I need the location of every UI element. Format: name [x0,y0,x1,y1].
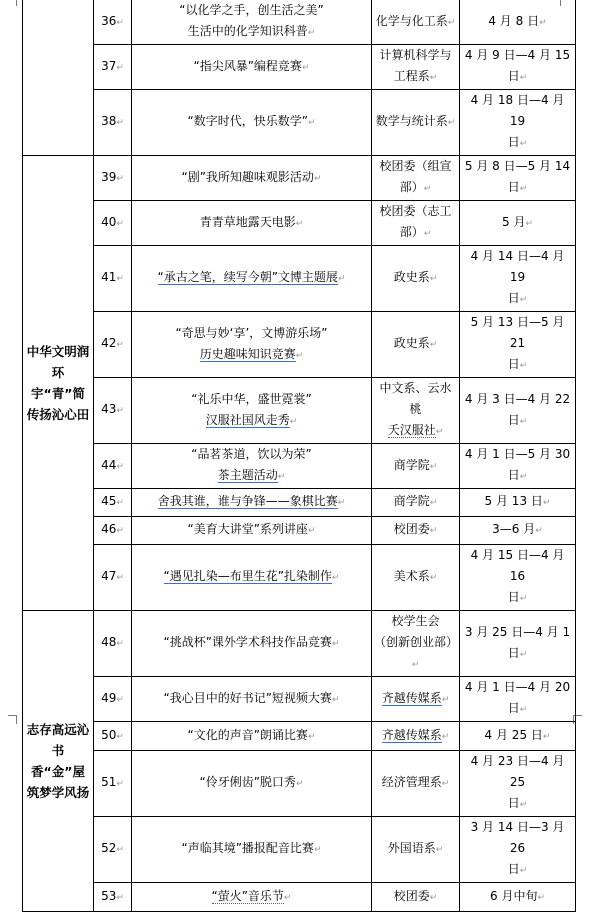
row-number: 49 [101,690,117,705]
cell-line: 生活中的化学知识科普 [187,24,308,38]
paragraph-mark: ↵ [295,218,304,229]
row-number: 47 [101,569,117,583]
time-cell [460,751,576,817]
cell-line: “礼乐中华，盛世霓裳” [191,391,312,406]
row-number-cell [94,517,132,545]
cell-line: “美育大讲堂”系列讲座 [187,522,308,536]
activity-name-cell [132,378,372,444]
paragraph-mark: ↵ [539,17,547,28]
cell-line: 计算机科学与 [379,48,452,62]
paragraph-mark: ↵ [429,340,438,350]
table-row [23,677,576,722]
cell-line: 部） [399,225,424,239]
cell-line: “文化的声音”朗诵比赛 [187,727,308,742]
cell-line: 4 月 9 日—4 月 15 日 [464,48,571,83]
row-number: 36 [101,13,117,28]
paragraph-mark: ↵ [116,406,124,416]
time-cell [460,883,576,912]
paragraph-mark: ↵ [519,184,528,194]
cell-line: 政史系 [393,336,430,350]
table-row [23,545,576,611]
row-number: 51 [101,775,117,789]
organizer-cell [372,722,460,751]
paragraph-mark: ↵ [519,705,528,715]
activity-name-cell [132,201,372,246]
table-row [23,0,576,45]
activity-name-cell [132,0,372,45]
cell-line: 化学与化工系 [375,13,448,28]
cell-line: “指尖风暴”编程竞赛 [193,58,302,73]
time-cell [460,817,576,883]
cell-line: 校团委（组宣 [379,159,452,173]
cell-line: 历史趣味知识竞赛 [199,346,296,361]
paragraph-mark: ↵ [441,779,450,789]
table-row [23,883,576,912]
paragraph-mark: ↵ [295,350,304,361]
table-row [23,751,576,817]
table-row [23,156,576,201]
cell-line: 4 月 3 日—4 月 22 日 [464,391,571,427]
paragraph-mark: ↵ [441,694,450,705]
paragraph-mark: ↵ [435,427,444,437]
category-label: 中华文明润环宇“青”简传扬沁心田 [26,344,90,422]
paragraph-mark: ↵ [542,498,551,508]
cell-line: 政史系 [393,270,430,284]
time-cell [460,677,576,722]
table-row [23,722,576,751]
paragraph-mark: ↵ [116,274,124,284]
paragraph-mark: ↵ [429,73,438,83]
row-number: 40 [101,214,117,229]
paragraph-mark: ↵ [429,892,438,903]
paragraph-mark: ↵ [337,498,346,508]
cell-line: 日 [507,291,520,305]
time-cell [460,444,576,489]
paragraph-mark: ↵ [331,694,340,705]
activity-name-cell [132,817,372,883]
paragraph-mark: ↵ [116,340,124,350]
paragraph-mark: ↵ [411,660,420,670]
table-row [23,378,576,444]
cell-line: 4 月 14 日—4 月 19 [470,249,565,284]
cell-line: 日 [507,135,520,149]
cell-line: 校团委 [393,522,430,536]
cell-line: 日 [507,590,520,604]
organizer-cell [372,201,460,246]
table-row [23,817,576,883]
cell-line: 日 [507,357,520,371]
row-number: 45 [101,494,117,508]
cell-line: “萤火”音乐节 [211,888,284,903]
activity-name-cell [132,611,372,677]
activity-name-cell [132,883,372,912]
cell-line: “挑战杯”课外学术科技作品竞赛 [163,635,332,649]
cell-line: 4 月 25 日 [484,727,543,742]
activity-name-cell [132,246,372,312]
table-row [23,517,576,545]
paragraph-mark: ↵ [441,731,450,742]
organizer-cell [372,883,460,912]
table-row [23,45,576,90]
paragraph-mark: ↵ [307,731,316,742]
cell-line: 3 月 14 日—3 月 26 [470,820,565,855]
page-corner-mark [8,715,17,724]
organizer-cell [372,489,460,517]
row-number-cell [94,0,132,45]
cell-line: “我心目中的好书记”短视频大赛 [163,690,332,705]
paragraph-mark: ↵ [301,62,310,73]
cell-line: 舍我其谁，谁与争锋——象棋比赛 [157,494,338,508]
paragraph-mark: ↵ [283,892,292,903]
paragraph-mark: ↵ [295,779,304,789]
paragraph-mark: ↵ [519,472,528,482]
paragraph-mark: ↵ [116,694,124,705]
activity-name-cell [132,677,372,722]
category-cell [23,156,94,611]
table-row [23,312,576,378]
category-cell [23,0,94,156]
paragraph-mark: ↵ [307,28,316,38]
paragraph-mark: ↵ [519,594,528,604]
table-row [23,246,576,312]
organizer-cell [372,611,460,677]
time-cell [460,0,576,45]
time-cell [460,378,576,444]
paragraph-mark: ↵ [116,461,124,472]
row-number: 52 [101,841,117,855]
row-number-cell [94,751,132,817]
cell-line: 外国语系 [387,841,436,855]
row-number-cell [94,677,132,722]
row-number-cell [94,489,132,517]
time-cell [460,312,576,378]
row-number-cell [94,312,132,378]
paragraph-mark: ↵ [116,218,124,229]
table-row [23,611,576,677]
paragraph-mark: ↵ [337,274,346,284]
row-number-cell [94,156,132,201]
category-label: 志存高远沁书香“金”屋筑梦学风扬 [26,722,90,800]
paragraph-mark: ↵ [535,526,543,536]
paragraph-mark: ↵ [307,526,316,536]
cell-line: 5 月 13 日—5 月 21 [470,315,565,350]
organizer-cell [372,312,460,378]
paragraph-mark: ↵ [447,118,456,128]
cell-line: “伶牙俐齿”脱口秀 [199,775,296,789]
cell-line: 校团委 [393,888,430,903]
cell-line: 5 月 13 日 [484,494,543,508]
paragraph-mark: ↵ [289,416,298,427]
cell-line: 校学生会 [391,614,440,628]
activity-name-cell [132,312,372,378]
row-number: 37 [101,58,117,73]
row-number: 46 [101,522,117,536]
organizer-cell [372,378,460,444]
time-cell [460,90,576,156]
cell-line: （创新创业部） [374,635,459,649]
cell-line: 4 月 15 日—4 月 16 [470,548,565,583]
cell-line: 日 [507,862,520,876]
time-cell [460,45,576,90]
cell-line: 4 月 1 日—5 月 30 日 [464,447,571,482]
row-number: 42 [101,336,117,350]
activity-name-cell [132,444,372,489]
cell-line: 3—6 月 [492,522,536,536]
page-corner-mark [8,0,17,6]
paragraph-mark: ↵ [525,218,533,229]
paragraph-mark: ↵ [313,173,322,184]
row-number: 38 [101,114,117,128]
cell-line: 4 月 23 日—4 月 25 [470,754,565,789]
paragraph-mark: ↵ [519,649,528,660]
row-number-cell [94,883,132,912]
cell-line: 部） [399,180,424,194]
paragraph-mark: ↵ [429,573,438,583]
cell-line: 5 月 [502,214,526,229]
activity-name-cell [132,751,372,817]
paragraph-mark: ↵ [116,639,124,649]
paragraph-mark: ↵ [519,361,528,371]
cell-line: 齐越传媒系 [381,727,442,742]
cell-line: 6 月中旬 [490,888,538,903]
row-number: 48 [101,635,117,649]
activity-name-cell [132,517,372,545]
paragraph-mark: ↵ [423,229,432,239]
cell-line: 商学院 [393,457,430,472]
paragraph-mark: ↵ [331,573,340,583]
organizer-cell [372,156,460,201]
organizer-cell [372,90,460,156]
table-row [23,201,576,246]
time-cell [460,545,576,611]
paragraph-mark: ↵ [116,573,124,583]
paragraph-mark: ↵ [429,498,438,508]
paragraph-mark: ↵ [116,892,124,903]
paragraph-mark: ↵ [429,274,438,284]
paragraph-mark: ↵ [116,845,124,855]
paragraph-mark: ↵ [519,416,528,427]
cell-line: 夭汉服社 [387,423,436,437]
row-number-cell [94,722,132,751]
time-cell [460,156,576,201]
row-number: 39 [101,169,117,184]
organizer-cell [372,45,460,90]
cell-line: “奇思与妙‘享’，文博游乐场” [175,325,328,340]
paragraph-mark: ↵ [116,173,124,184]
paragraph-mark: ↵ [542,731,551,742]
paragraph-mark: ↵ [423,184,432,194]
cell-line: 4 月 1 日—4 月 20 日 [464,680,571,715]
row-number-cell [94,201,132,246]
paragraph-mark: ↵ [429,526,438,536]
time-cell [460,489,576,517]
paragraph-mark: ↵ [313,845,322,855]
cell-line: “遇见扎染—布里生花”扎染制作 [163,569,332,583]
row-number: 50 [101,727,117,742]
cell-line: “以化学之手，创生活之美” [179,3,324,17]
row-number-cell [94,545,132,611]
organizer-cell [372,246,460,312]
cell-line: 工程系 [393,69,430,83]
paragraph-mark: ↵ [116,62,124,73]
table-row [23,90,576,156]
paragraph-mark: ↵ [116,779,124,789]
cell-line: “品茗茶道，饮以为荣” [191,447,312,461]
organizer-cell [372,677,460,722]
row-number-cell [94,246,132,312]
paragraph-mark: ↵ [435,845,444,855]
cell-line: 4 月 18 日—4 月 19 [470,93,565,128]
row-number: 41 [101,270,117,284]
activity-name-cell [132,90,372,156]
activity-name-cell [132,156,372,201]
paragraph-mark: ↵ [307,118,316,128]
paragraph-mark: ↵ [537,892,545,903]
table-row [23,489,576,517]
time-cell [460,517,576,545]
cell-line: “数字时代，快乐数学” [187,114,308,128]
time-cell [460,246,576,312]
activity-name-cell [132,722,372,751]
paragraph-mark: ↵ [116,731,124,742]
time-cell [460,722,576,751]
activity-name-cell [132,45,372,90]
cell-line: 青青草地露天电影 [199,214,296,229]
cell-line: 汉服社国风走秀 [205,412,290,427]
organizer-cell [372,0,460,45]
category-cell [23,611,94,912]
activity-name-cell [132,489,372,517]
paragraph-mark: ↵ [519,866,528,876]
organizer-cell [372,444,460,489]
row-number-cell [94,378,132,444]
cell-line: 5 月 8 日—5 月 14 日 [464,159,571,194]
organizer-cell [372,545,460,611]
cell-line: 茶主题活动 [217,468,278,482]
cell-line: “声临其境”播报配音比赛 [181,841,314,855]
paragraph-mark: ↵ [277,472,286,482]
cell-line: “剧”我所知趣味观影活动 [181,169,314,184]
cell-line: 中文系、云水桃 [379,381,452,416]
cell-line: 经济管理系 [381,775,442,789]
time-cell [460,201,576,246]
paragraph-mark: ↵ [519,295,528,305]
organizer-cell [372,817,460,883]
paragraph-mark: ↵ [116,498,124,508]
paragraph-mark: ↵ [447,17,456,28]
paragraph-mark: ↵ [519,139,528,149]
activity-schedule-table [22,0,576,912]
row-number-cell [94,817,132,883]
cell-line: 齐越传媒系 [381,690,442,705]
row-number: 44 [101,457,117,472]
paragraph-mark: ↵ [116,526,124,536]
paragraph-mark: ↵ [331,639,340,649]
paragraph-mark: ↵ [116,17,124,28]
row-number-cell [94,444,132,489]
cell-line: “承古之笔，续写今朝”文博主题展 [157,270,338,284]
paragraph-mark: ↵ [519,73,528,83]
cell-line: 美术系 [393,569,430,583]
activity-name-cell [132,545,372,611]
table-row [23,444,576,489]
cell-line: 日 [507,796,520,810]
row-number: 43 [101,402,117,416]
row-number-cell [94,90,132,156]
time-cell [460,611,576,677]
paragraph-mark: ↵ [519,800,528,810]
cell-line: 校团委（志工 [379,204,452,218]
paragraph-mark: ↵ [429,461,438,472]
cell-line: 数学与统计系 [375,114,448,128]
organizer-cell [372,751,460,817]
organizer-cell [372,517,460,545]
row-number-cell [94,611,132,677]
paragraph-mark: ↵ [116,118,124,128]
cell-line: 4 月 8 日 [488,13,540,28]
row-number: 53 [101,888,117,903]
row-number-cell [94,45,132,90]
cell-line: 3 月 25 日—4 月 1 日 [464,624,571,660]
cell-line: 商学院 [393,494,430,508]
